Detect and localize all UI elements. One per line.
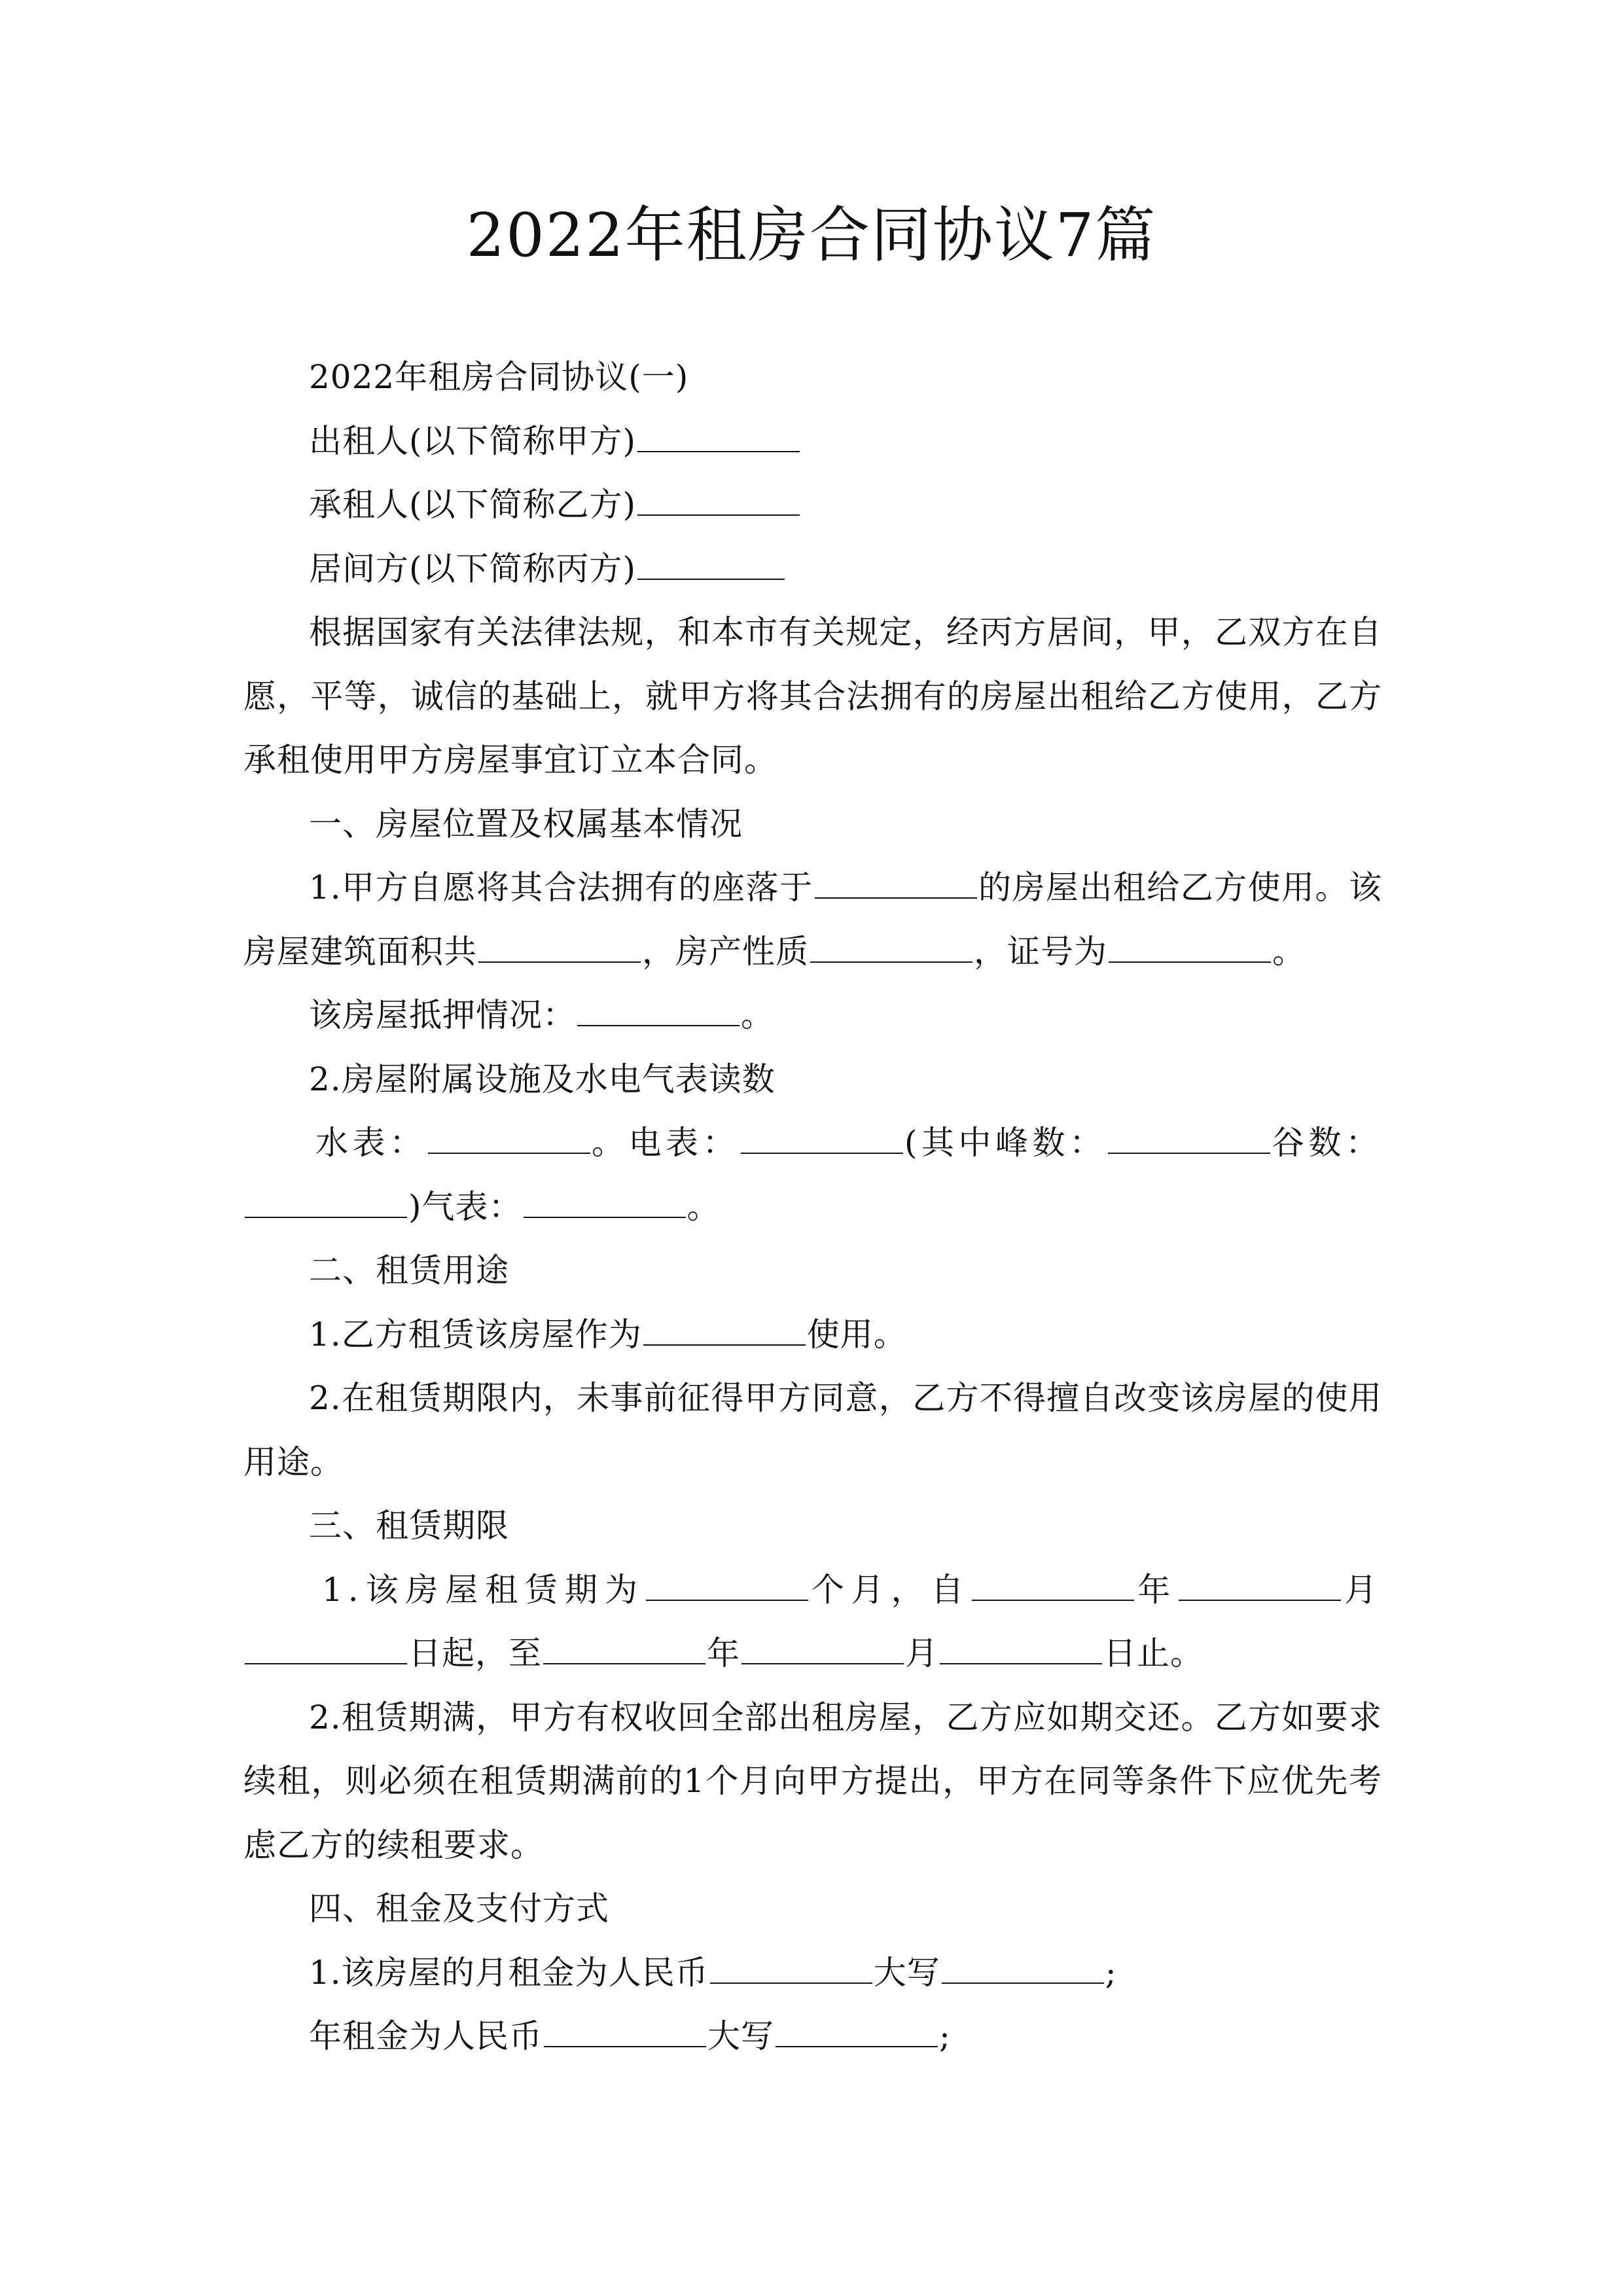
valley-blank: [245, 1188, 407, 1218]
term-months-blank: [646, 1571, 808, 1601]
peak-blank: [1108, 1124, 1270, 1154]
annual-rent-line: [243, 2005, 1382, 2069]
s3-item1-text-a: 1.该房屋租赁期为: [322, 1570, 645, 1609]
lessee-line: [243, 473, 1382, 537]
electric-meter-label: 。电表：: [591, 1124, 740, 1162]
lessee-label: 承租人(以下简称乙方): [309, 486, 637, 524]
monthly-rent-blank: [710, 1954, 872, 1984]
location-blank: [815, 869, 977, 899]
s3-item1-text-d: 月: [1342, 1570, 1383, 1609]
section-2-item-1: [243, 1303, 1382, 1367]
s4-item1-text-a: 1.该房屋的月租金为人民币: [309, 1953, 709, 1992]
gas-meter-blank: [524, 1188, 686, 1218]
start-day-blank: [245, 1634, 407, 1664]
s1-item1-text-a: 1.甲方自愿将其合法拥有的座落于: [309, 869, 813, 906]
mortgage-blank: [577, 996, 740, 1026]
s3-item1-text-g: 月: [905, 1634, 938, 1672]
monthly-rent-words-blank: [942, 1954, 1104, 1984]
section-4-item-1: [243, 1941, 1382, 2005]
end-day-blank: [940, 1634, 1102, 1664]
s4-item1-text-b: 大写: [873, 1953, 940, 1992]
lessee-blank: [637, 486, 800, 516]
start-year-blank: [972, 1571, 1134, 1601]
section-3-item-1: [243, 1558, 1382, 1686]
water-meter-label: 水表：: [315, 1124, 427, 1162]
mortgage-end: 。: [741, 996, 774, 1034]
lessor-line: [243, 410, 1382, 474]
document-body: [243, 346, 1382, 2069]
section-4-heading: 四、租金及支付方式: [309, 1890, 609, 1928]
s3-item1-text-f: 年: [707, 1634, 740, 1672]
annual-rent-blank: [544, 2017, 706, 2047]
agent-line: [243, 537, 1382, 601]
section-1-item-2: 2.房屋附属设施及水电气表读数: [309, 1060, 776, 1098]
annual-rent-words-label: 大写: [707, 2017, 774, 2055]
s3-item1-text-c: 年: [1135, 1570, 1178, 1609]
preamble-paragraph: 根据国家有关法律法规，和本市有关规定，经丙方居间，甲，乙双方在自愿，平等，诚信的基础上，就甲方将其合法拥有的房屋出租给乙方使用，乙方承租使用甲方房屋事宜订立本合同。: [243, 613, 1382, 779]
s3-item1-text-h: 日止。: [1103, 1634, 1204, 1672]
section-3-item-2: 2.租赁期满，甲方有权收回全部出租房屋，乙方应如期交还。乙方如要求续租，则必须在租赁期满前的1个月向甲方提出，甲方在同等条件下应优先考虑乙方的续租要求。: [243, 1698, 1382, 1864]
annual-rent-words-blank: [776, 2017, 938, 2047]
section-3-heading: 三、租赁期限: [309, 1507, 509, 1545]
end-year-blank: [543, 1634, 705, 1664]
s3-item1-text-e: 日起，至: [408, 1634, 542, 1672]
lessor-blank: [637, 422, 800, 452]
annual-rent-end: ;: [939, 2017, 951, 2055]
mortgage-line: [243, 984, 1382, 1048]
document-title: 2022年租房合同协议7篇: [466, 200, 1157, 270]
lessor-label: 出租人(以下简称甲方): [309, 422, 637, 460]
s1-item1-text-c: ，房产性质: [642, 932, 809, 971]
agent-blank: [637, 550, 785, 580]
section-1-item-1: [243, 856, 1382, 984]
section-2-item-2: 2.在租赁期限内，未事前征得甲方同意，乙方不得擅自改变该房屋的使用用途。: [243, 1379, 1382, 1481]
certificate-number-blank: [1109, 933, 1271, 963]
contract-heading: 2022年租房合同协议(一): [309, 358, 689, 396]
s2-item1-text-a: 1.乙方租赁该房屋作为: [309, 1315, 642, 1354]
meter-end: 。: [687, 1187, 724, 1226]
s3-item1-text-b: 个月，自: [809, 1570, 971, 1609]
s4-item1-text-c: ;: [1105, 1953, 1117, 1992]
meter-readings-line: [243, 1111, 1382, 1239]
area-blank: [478, 933, 641, 963]
start-month-blank: [1179, 1571, 1341, 1601]
valley-label: 谷数：: [1271, 1124, 1383, 1162]
gas-meter-label: )气表：: [408, 1187, 522, 1226]
water-meter-blank: [428, 1124, 590, 1154]
s1-item1-text-d: ，证号为: [974, 932, 1107, 971]
peak-label: (其中峰数：: [904, 1124, 1107, 1162]
usage-blank: [643, 1316, 806, 1346]
electric-meter-blank: [741, 1124, 903, 1154]
mortgage-label: 该房屋抵押情况：: [309, 996, 576, 1034]
end-month-blank: [741, 1634, 904, 1664]
annual-rent-label: 年租金为人民币: [309, 2017, 543, 2055]
s2-item1-text-b: 使用。: [806, 1315, 907, 1354]
property-nature-blank: [810, 933, 972, 963]
agent-label: 居间方(以下简称丙方): [309, 549, 637, 588]
s1-item1-text-b: 的房屋出租给乙方使用。该房屋建筑面积共: [243, 869, 1382, 971]
section-2-heading: 二、租赁用途: [309, 1251, 509, 1289]
section-1-heading: 一、房屋位置及权属基本情况: [309, 804, 743, 843]
s1-item1-text-e: 。: [1272, 932, 1306, 971]
